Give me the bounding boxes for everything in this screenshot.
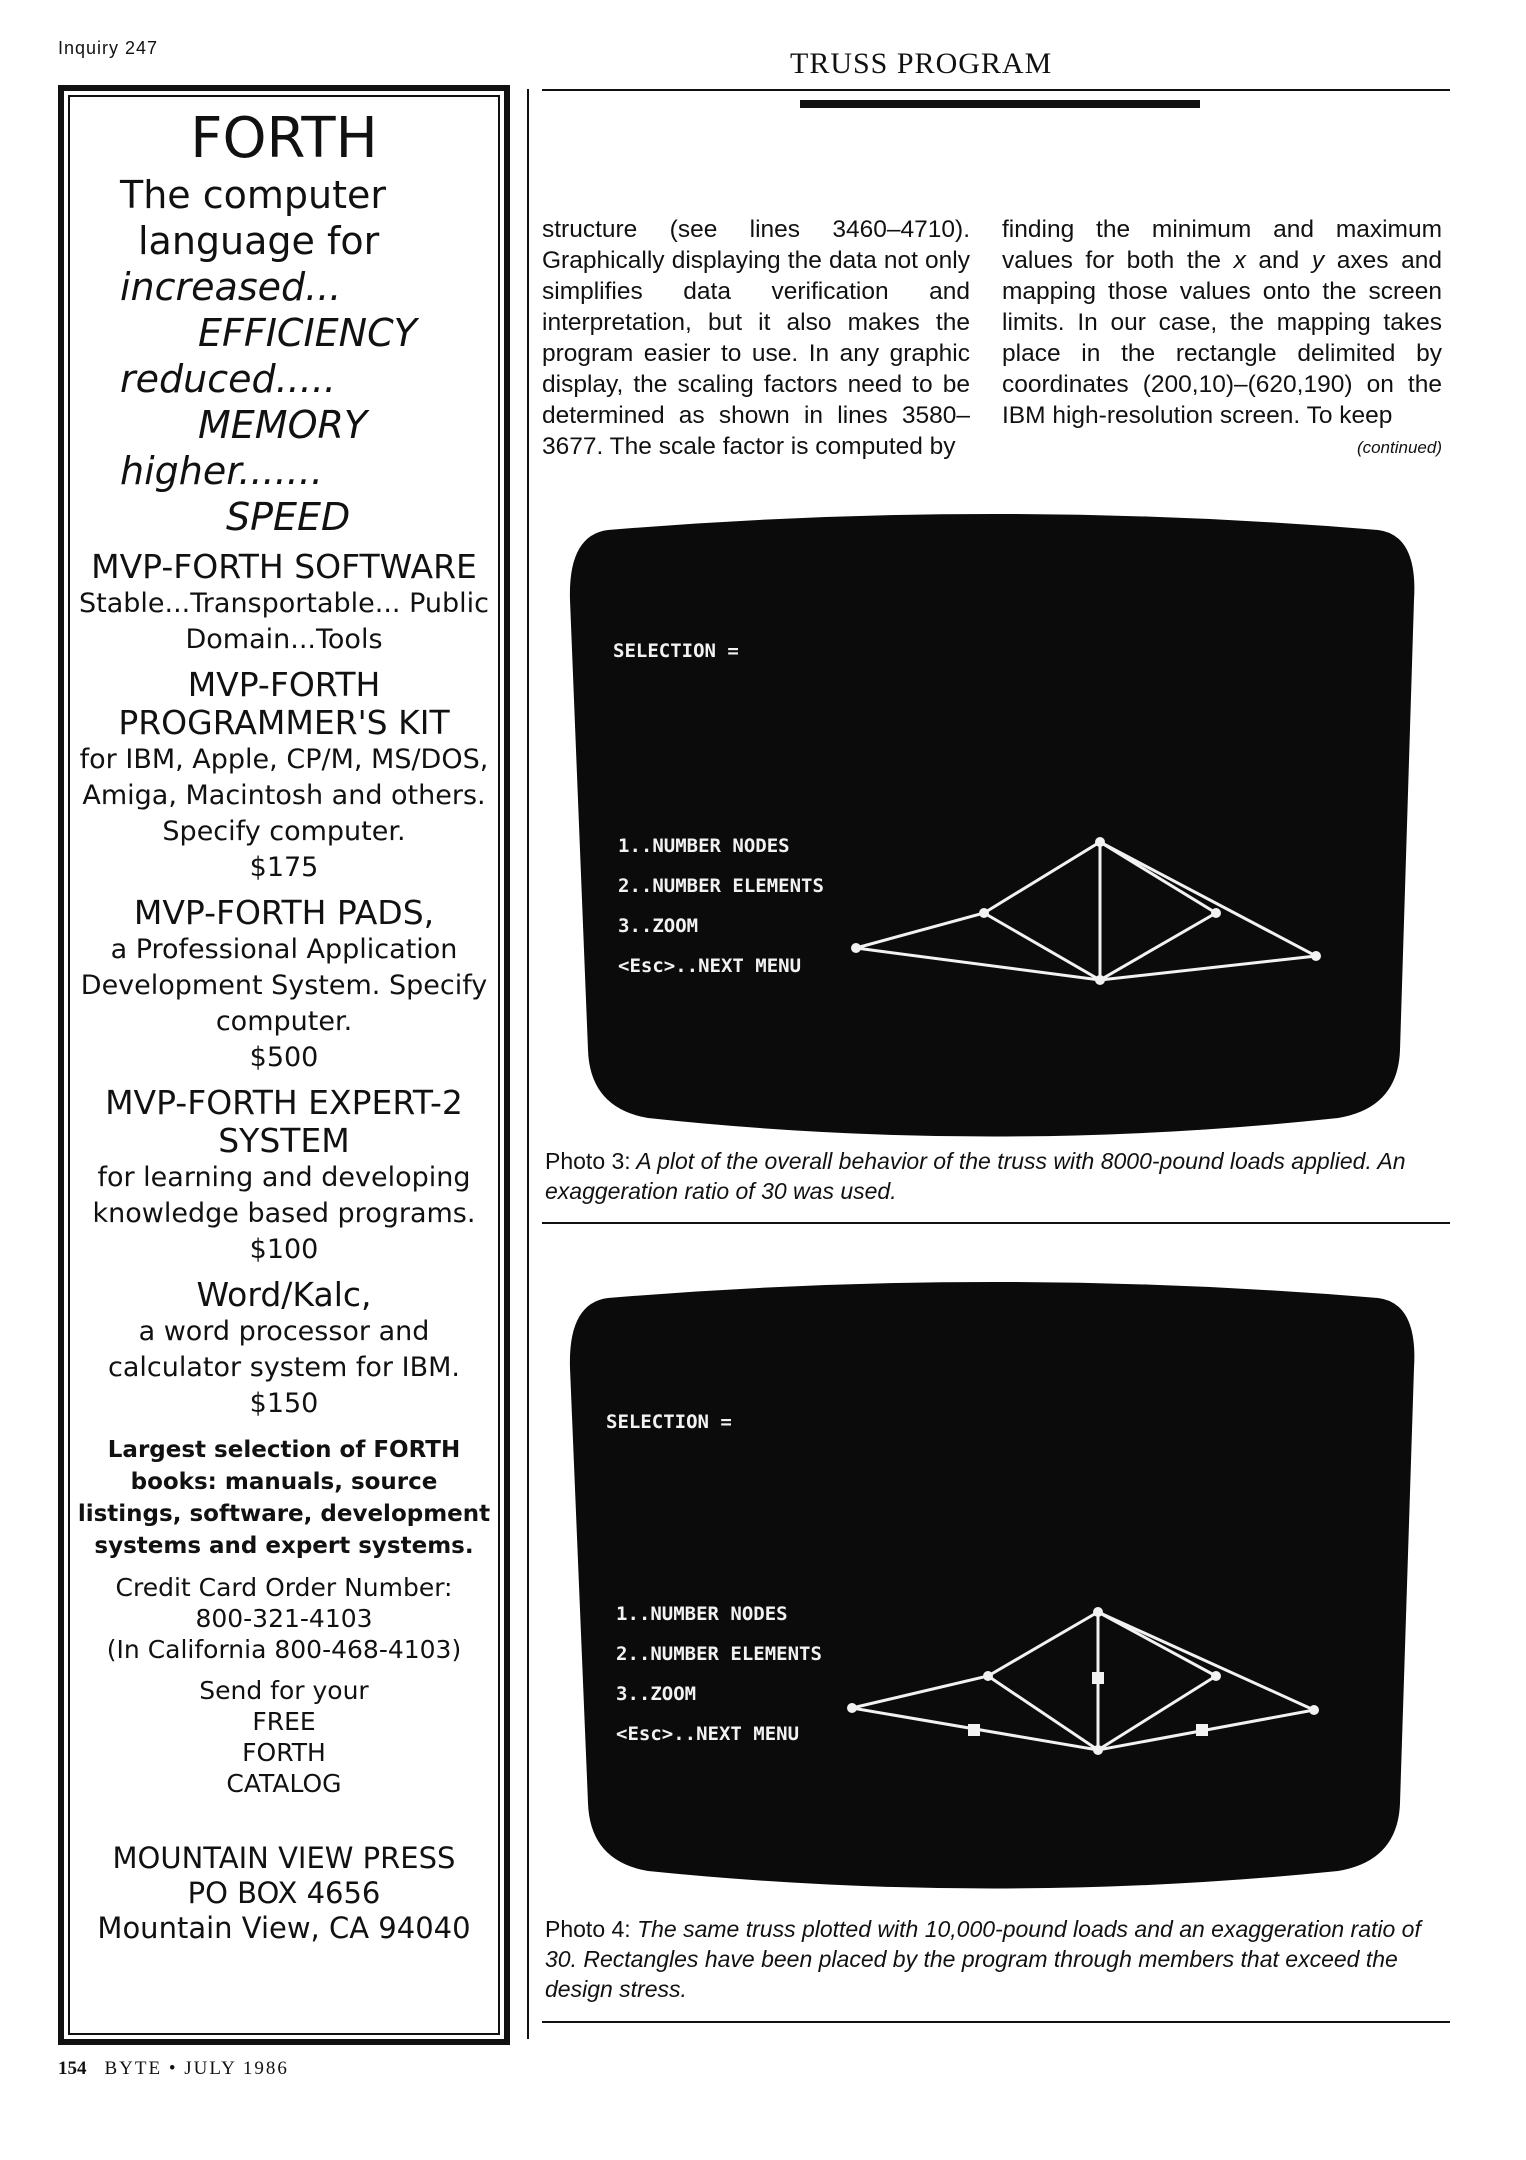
- ad-memory: MEMORY: [198, 403, 368, 447]
- column-divider: [527, 89, 529, 2039]
- ad-tagline-1: The computer: [120, 173, 387, 217]
- photo-4-menu-1: 1..NUMBER NODES: [616, 1603, 788, 1625]
- photo-4-node: [1093, 1607, 1103, 1617]
- ad-kit-price: $175: [249, 852, 319, 883]
- forth-advertisement: [76, 106, 492, 1946]
- ad-tagline-2: language for: [138, 219, 380, 263]
- ad-credit-number: 800-321-4103: [195, 1604, 373, 1633]
- photo-4-screen: [548, 1258, 1438, 1906]
- ad-expert-heading: MVP-FORTH EXPERT-2 SYSTEM: [105, 1083, 463, 1160]
- page-number: 154: [58, 2058, 87, 2079]
- photo-3-crt: [570, 514, 1414, 1137]
- ad-software-body: Stable...Transportable... Public Domain...Tools: [79, 588, 489, 655]
- ad-pads-body: a Professional Application Development System. Specify computer.: [80, 934, 488, 1037]
- ad-efficiency: EFFICIENCY: [198, 311, 417, 355]
- article-column-1: structure (see lines 3460–4710). Graphically displaying the data not only simplifies data verification and interpretation, but it also makes the program easier to use. In any graphic display, the scaling factors need to be determined as shown in lines 3580–3677. The scale factor is computed by: [542, 216, 970, 460]
- col2-text-c: axes and mapping those values onto the screen limits. In our case, the mapping takes place in the rectangle delimited by coordinates (200,10)–(620,190) on the IBM high-resolution screen. To keep: [1002, 247, 1442, 429]
- photo-3-screen: [548, 490, 1438, 1155]
- ad-kit-heading: MVP-FORTH PROGRAMMER'S KIT: [118, 665, 450, 742]
- ad-software-heading: MVP-FORTH SOFTWARE: [91, 547, 477, 586]
- photo-4-stress-marker: [1196, 1724, 1208, 1736]
- ad-free: FREE: [252, 1707, 316, 1736]
- col2-y-variable: y: [1311, 247, 1325, 274]
- col2-x-variable: x: [1233, 247, 1246, 274]
- photo-3-node: [1311, 951, 1321, 961]
- photo-4-node: [847, 1703, 857, 1713]
- ad-increased: increased...: [120, 265, 342, 309]
- ad-send-for: Send for your: [199, 1676, 369, 1705]
- article-column-2: [1002, 214, 1442, 431]
- running-head: TRUSS PROGRAM: [790, 47, 1053, 80]
- photo-3-text: A plot of the overall behavior of the truss with 8000-pound loads applied. An exaggeration ratio of 30 was used.: [545, 1148, 1406, 1204]
- col2-text-a: finding the minimum and maximum values for both the: [1002, 216, 1442, 274]
- photo-4-node: [1211, 1671, 1221, 1681]
- ad-credit-california: (In California 800-468-4103): [106, 1635, 462, 1664]
- ad-kit-body: for IBM, Apple, CP/M, MS/DOS, Amiga, Macintosh and others. Specify computer.: [79, 744, 489, 847]
- ad-forth: FORTH: [242, 1738, 326, 1767]
- photo-3-menu-3: 3..ZOOM: [618, 915, 699, 937]
- ad-po-box: PO BOX 4656: [187, 1876, 381, 1910]
- photo-4-node: [1093, 1745, 1103, 1755]
- photo-3-label: Photo 3:: [545, 1148, 631, 1174]
- ad-credit-label: Credit Card Order Number:: [115, 1573, 453, 1602]
- photo-4-text: The same truss plotted with 10,000-pound loads and an exaggeration ratio of 30. Rectangles have been placed by the program through members that exceed the design stress.: [545, 1916, 1421, 2002]
- ad-expert-body: for learning and developing knowledge based programs.: [92, 1162, 476, 1229]
- ad-title: FORTH: [190, 106, 378, 171]
- bottom-rule: [542, 2021, 1450, 2023]
- ad-higher: higher.......: [120, 449, 323, 493]
- ad-books: Largest selection of FORTH books: manuals, source listings, software, development systems and expert systems.: [77, 1437, 491, 1559]
- ad-pads-price: $500: [249, 1042, 319, 1073]
- photo-4-menu-3: 3..ZOOM: [616, 1683, 697, 1705]
- photo-4-crt: [570, 1282, 1414, 1889]
- page-footer: [58, 2058, 289, 2080]
- photo-3-prompt: SELECTION =: [613, 640, 739, 662]
- photo-4-prompt: SELECTION =: [606, 1411, 732, 1433]
- ad-city: Mountain View, CA 94040: [97, 1911, 471, 1945]
- photo-4-caption: [545, 1914, 1425, 2004]
- photo-4-menu-4: <Esc>..NEXT MENU: [616, 1723, 800, 1745]
- photo-4-node: [1309, 1705, 1319, 1715]
- inquiry-number: Inquiry 247: [58, 38, 159, 58]
- col2-text-b: and: [1245, 247, 1312, 274]
- ad-wordkalc-heading: Word/Kalc,: [196, 1275, 372, 1314]
- photo-3-node: [1095, 975, 1105, 985]
- photo-3-node: [1211, 908, 1221, 918]
- ad-wordkalc-body: a word processor and calculator system for IBM.: [108, 1316, 460, 1383]
- ad-pads-heading: MVP-FORTH PADS,: [133, 893, 435, 932]
- ad-reduced: reduced.....: [120, 357, 336, 401]
- continued-note: (continued): [1356, 438, 1442, 457]
- ad-speed: SPEED: [226, 495, 351, 539]
- photo-3-node: [1095, 837, 1105, 847]
- ad-wordkalc-price: $150: [249, 1388, 319, 1419]
- photo-3-node: [979, 908, 989, 918]
- photo-3-menu-4: <Esc>..NEXT MENU: [618, 955, 802, 977]
- photo-3-caption: [545, 1146, 1425, 1206]
- photo-4-node: [983, 1671, 993, 1681]
- photo-4-menu-2: 2..NUMBER ELEMENTS: [616, 1643, 822, 1665]
- photo-3-menu-1: 1..NUMBER NODES: [618, 835, 790, 857]
- ad-company: MOUNTAIN VIEW PRESS: [112, 1841, 456, 1875]
- photo-4-stress-marker: [968, 1724, 980, 1736]
- photo-3-node: [851, 943, 861, 953]
- photo-3-menu-2: 2..NUMBER ELEMENTS: [618, 875, 824, 897]
- photo-4-stress-marker: [1092, 1672, 1104, 1684]
- photo-4-label: Photo 4:: [545, 1916, 631, 1942]
- ad-catalog: CATALOG: [226, 1769, 342, 1798]
- header-bar: [800, 100, 1200, 108]
- ad-expert-price: $100: [249, 1234, 319, 1265]
- issue-line: BYTE • JULY 1986: [104, 2058, 289, 2079]
- header-rule: [542, 89, 1450, 91]
- caption-rule: [542, 1222, 1450, 1224]
